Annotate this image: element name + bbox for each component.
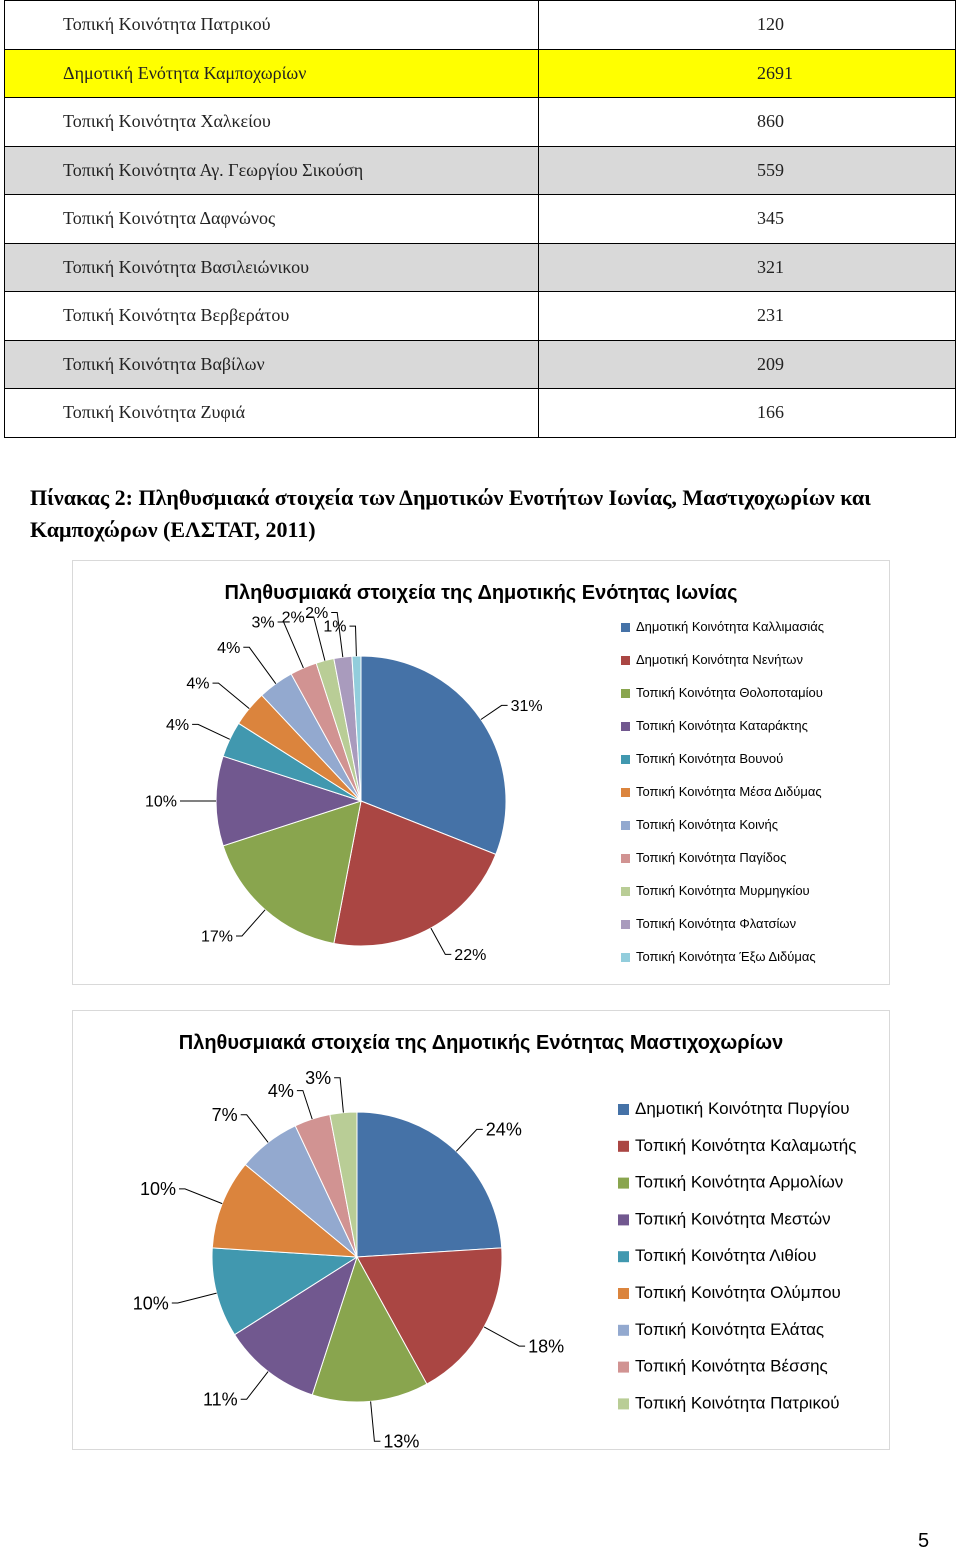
table-row: [5, 340, 956, 389]
leader-line: [484, 1327, 525, 1346]
data-label: 11%: [202, 1389, 238, 1410]
population-value-cell: 345: [539, 195, 956, 244]
community-name-cell: Τοπική Κοινότητα Δαφνώνος: [5, 195, 539, 244]
legend-label: Τοπική Κοινότητα Κοινής: [636, 817, 779, 832]
population-value-cell: 559: [539, 146, 956, 195]
legend-label: Τοπική Κοινότητα Έξω Διδύμας: [636, 949, 816, 964]
legend-swatch: [621, 821, 630, 830]
leader-line: [278, 622, 304, 668]
legend-label: Τοπική Κοινότητα Μεστών: [635, 1209, 831, 1229]
population-table: [4, 0, 956, 438]
legend-swatch: [618, 1251, 629, 1262]
legend-swatch: [618, 1141, 629, 1152]
data-label: 1%: [323, 618, 347, 636]
legend-swatch: [618, 1362, 629, 1373]
table-row: [5, 292, 956, 341]
community-name-cell: Τοπική Κοινότητα Πατρικού: [5, 1, 539, 50]
leader-line: [179, 1189, 222, 1204]
community-name-cell: Τοπική Κοινότητα Ζυφιά: [5, 389, 539, 438]
legend-label: Τοπική Κοινότητα Καλαμωτής: [635, 1135, 857, 1155]
data-label: 10%: [144, 793, 177, 811]
leader-line: [236, 910, 265, 936]
legend-label: Δημοτική Κοινότητα Καλλιμασιάς: [636, 619, 825, 634]
legend-label: Τοπική Κοινότητα Πατρικού: [635, 1393, 840, 1413]
legend-swatch: [621, 623, 630, 632]
legend-label: Τοπική Κοινότητα Παγίδος: [636, 850, 787, 865]
ionia-pie-chart: [72, 560, 890, 985]
legend-swatch: [621, 953, 630, 962]
data-label: 31%: [510, 698, 543, 715]
legend-label: Τοπική Κοινότητα Φλατσίων: [636, 916, 797, 931]
legend-swatch: [621, 656, 630, 665]
legend-label: Τοπική Κοινότητα Λιθίου: [635, 1246, 817, 1266]
leader-line: [334, 1078, 343, 1113]
table-row: [5, 195, 956, 244]
legend-swatch: [621, 689, 630, 698]
leader-line: [192, 724, 230, 739]
legend-swatch: [621, 854, 630, 863]
legend-swatch: [618, 1288, 629, 1299]
chart-title: Πληθυσμιακά στοιχεία της Δημοτικής Ενότητας Ιωνίας: [224, 582, 738, 604]
leader-line: [431, 928, 451, 954]
population-value-cell: 2691: [539, 49, 956, 98]
leader-line: [456, 1129, 483, 1151]
population-value-cell: 321: [539, 243, 956, 292]
leader-line: [241, 1372, 268, 1400]
data-label: 17%: [200, 928, 233, 946]
data-label: 3%: [251, 614, 275, 632]
community-name-cell: Δημοτική Ενότητα Καμποχωρίων: [5, 49, 539, 98]
legend-swatch: [621, 722, 630, 731]
community-name-cell: Τοπική Κοινότητα Χαλκείου: [5, 98, 539, 147]
legend-label: Τοπική Κοινότητα Ολύμπου: [635, 1283, 841, 1302]
population-value-cell: 209: [539, 340, 956, 389]
legend-label: Τοπική Κοινότητα Καταράκτης: [636, 718, 808, 733]
data-label: 18%: [528, 1336, 565, 1357]
leader-line: [172, 1293, 217, 1303]
chart-title: Πληθυσμιακά στοιχεία της Δημοτικής Ενότητας Μαστιχοχωρίων: [178, 1032, 784, 1054]
legend-label: Τοπική Κοινότητα Μυρμηγκίου: [636, 883, 810, 898]
legend-label: Τοπική Κοινότητα Θολοποταμίου: [636, 685, 823, 700]
data-label: 22%: [454, 947, 487, 964]
community-name-cell: Τοπική Κοινότητα Βερβεράτου: [5, 292, 539, 341]
data-label: 7%: [211, 1105, 238, 1126]
pie-slice: [357, 1112, 502, 1257]
mastichochoria-pie-chart: [72, 1010, 890, 1450]
data-label: 4%: [267, 1080, 294, 1101]
table-row: [5, 1, 956, 50]
legend-swatch: [618, 1398, 629, 1409]
data-label: 4%: [186, 675, 210, 693]
data-label: 2%: [305, 605, 329, 623]
legend-label: Δημοτική Κοινότητα Πυργίου: [635, 1099, 850, 1118]
table-row: [5, 98, 956, 147]
legend-swatch: [618, 1214, 629, 1225]
leader-line: [350, 626, 357, 656]
data-label: 13%: [383, 1431, 420, 1449]
legend-swatch: [621, 920, 630, 929]
population-value-cell: 166: [539, 389, 956, 438]
data-label: 4%: [165, 717, 190, 734]
mastichochoria-pie-svg: [73, 1011, 889, 1449]
legend-label: Τοπική Κοινότητα Ελάτας: [635, 1319, 825, 1339]
leader-line: [481, 705, 508, 719]
legend-swatch: [621, 788, 630, 797]
table-caption: Πίνακας 2: Πληθυσμιακά στοιχεία των Δημοτικών Ενοτήτων Ιωνίας, Μαστιχοχωρίων και Καμποχώρων (ΕΛΣΤΑΤ, 2011): [30, 485, 871, 542]
leader-line: [371, 1401, 381, 1441]
leader-line: [241, 1115, 268, 1143]
legend-swatch: [621, 887, 630, 896]
data-label: 10%: [132, 1293, 169, 1314]
community-name-cell: Τοπική Κοινότητα Βαβίλων: [5, 340, 539, 389]
population-value-cell: 860: [539, 98, 956, 147]
page-number: 5: [918, 1530, 930, 1552]
data-label: 4%: [217, 639, 241, 657]
community-name-cell: Τοπική Κοινότητα Βασιλειώνικου: [5, 243, 539, 292]
legend-label: Τοπική Κοινότητα Αρμολίων: [635, 1172, 844, 1192]
legend-swatch: [621, 755, 630, 764]
legend-swatch: [618, 1104, 629, 1115]
leader-line: [297, 1091, 312, 1120]
leader-line: [213, 683, 250, 709]
data-label: 3%: [305, 1068, 332, 1089]
table-row: [5, 146, 956, 195]
table-row: [5, 49, 956, 98]
leader-line: [243, 647, 275, 683]
table-row: [5, 389, 956, 438]
community-name-cell: Τοπική Κοινότητα Αγ. Γεωργίου Σικούση: [5, 146, 539, 195]
data-label: 24%: [485, 1119, 522, 1140]
table-row: [5, 243, 956, 292]
legend-swatch: [618, 1178, 629, 1189]
legend-label: Δημοτική Κοινότητα Νενήτων: [636, 652, 803, 667]
population-value-cell: 120: [539, 1, 956, 50]
leader-line: [308, 617, 325, 661]
ionia-pie-svg: [73, 561, 889, 984]
population-value-cell: 231: [539, 292, 956, 341]
legend-label: Τοπική Κοινότητα Μέσα Διδύμας: [636, 784, 822, 799]
legend-label: Τοπική Κοινότητα Βέσσης: [635, 1356, 828, 1376]
data-label: 10%: [139, 1179, 176, 1200]
data-label: 2%: [281, 609, 305, 627]
legend-swatch: [618, 1325, 629, 1336]
legend-label: Τοπική Κοινότητα Βουνού: [636, 751, 784, 766]
